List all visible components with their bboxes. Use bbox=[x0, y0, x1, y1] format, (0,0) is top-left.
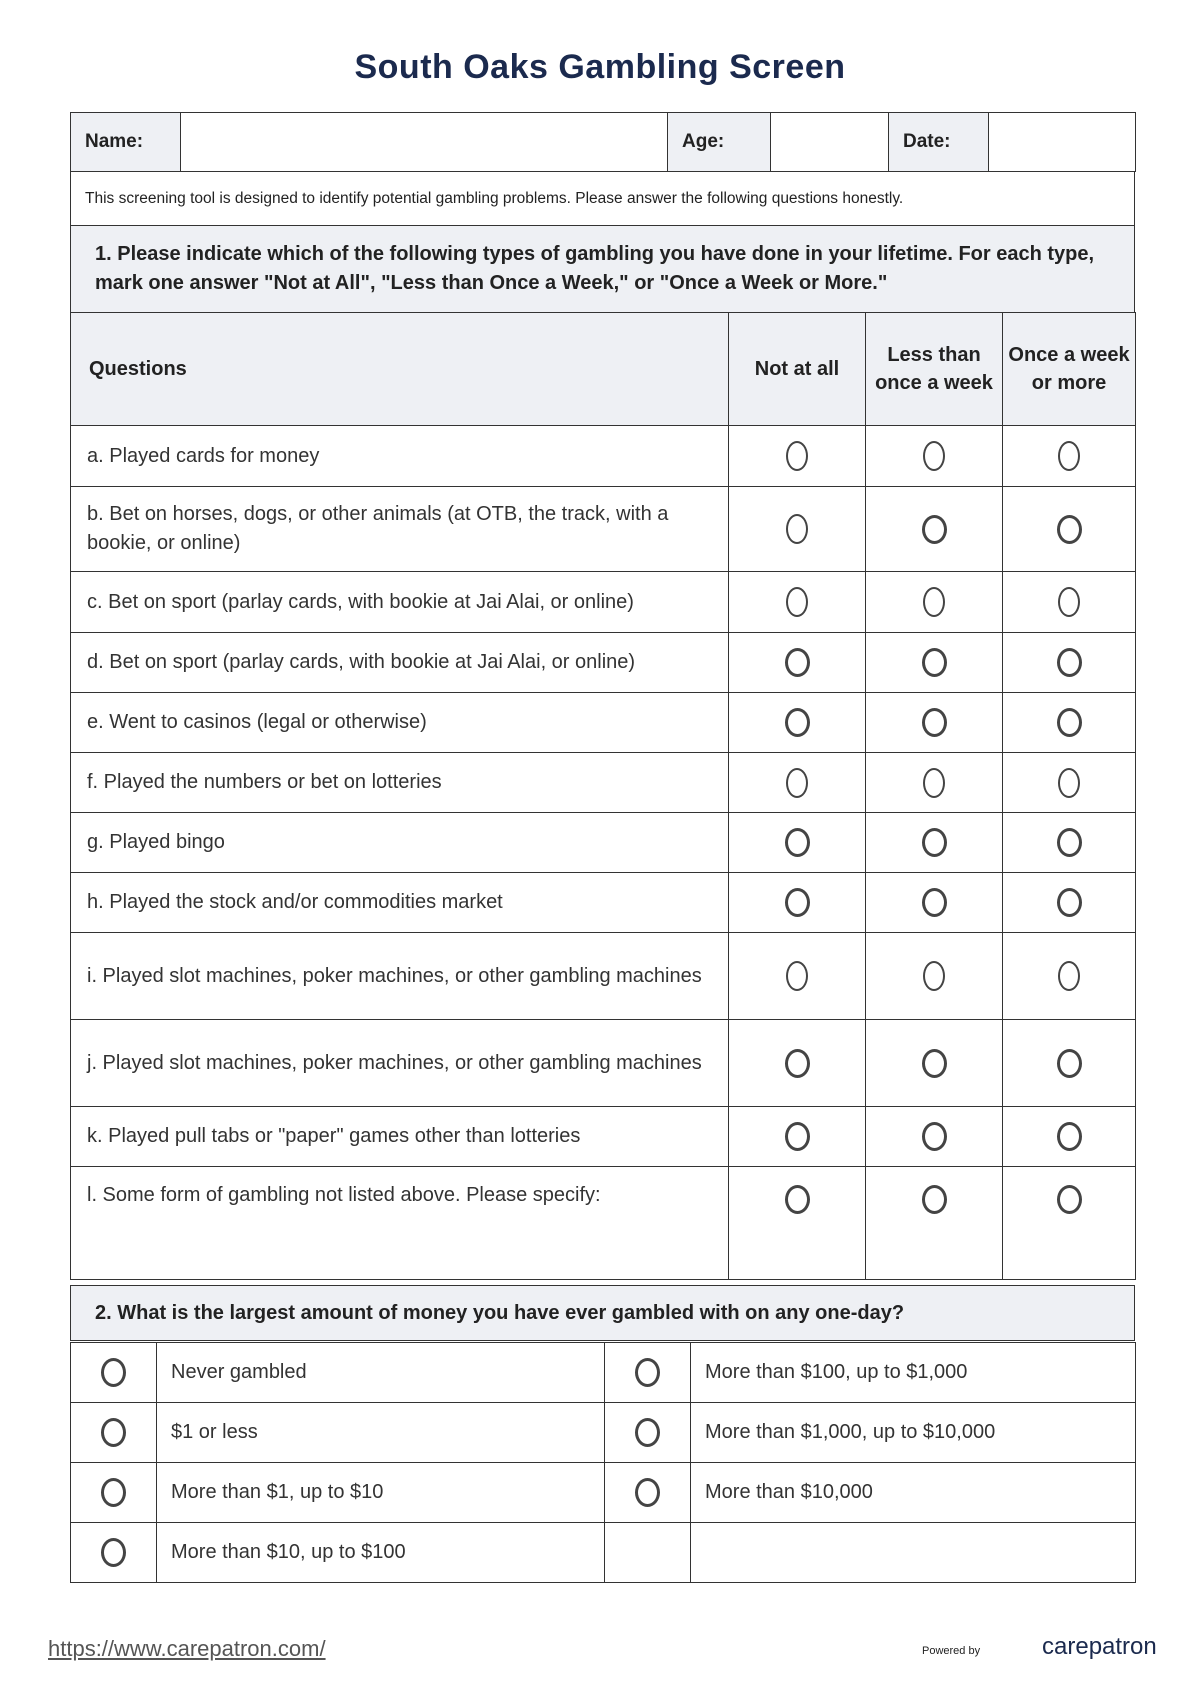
option-label: More than $1, up to $10 bbox=[157, 1463, 605, 1523]
radio-not-at-all[interactable] bbox=[786, 441, 808, 471]
radio-weekly-or-more[interactable] bbox=[1057, 515, 1082, 544]
radio-less-than-weekly[interactable] bbox=[922, 1049, 947, 1078]
radio-weekly-or-more[interactable] bbox=[1058, 961, 1080, 991]
radio-not-at-all[interactable] bbox=[785, 708, 810, 737]
table-row bbox=[71, 813, 1136, 873]
radio-less-than-weekly[interactable] bbox=[923, 768, 945, 798]
table-row bbox=[71, 572, 1136, 633]
table-row bbox=[71, 487, 1136, 572]
table-row bbox=[71, 1463, 1136, 1523]
table-row bbox=[71, 873, 1136, 933]
radio-weekly-or-more[interactable] bbox=[1057, 648, 1082, 677]
age-field[interactable] bbox=[771, 113, 889, 172]
radio-less-than-weekly[interactable] bbox=[922, 708, 947, 737]
gambling-types-table bbox=[70, 312, 1136, 1280]
empty-cell bbox=[605, 1523, 691, 1583]
intro-text: This screening tool is designed to identify potential gambling problems. Please answer the following questions honestly. bbox=[71, 172, 1135, 226]
table-row bbox=[71, 1107, 1136, 1167]
option-label: More than $100, up to $1,000 bbox=[691, 1343, 1136, 1403]
radio-not-at-all[interactable] bbox=[786, 587, 808, 617]
question-text: c. Bet on sport (parlay cards, with bookie at Jai Alai, or online) bbox=[71, 572, 729, 633]
radio-not-at-all[interactable] bbox=[785, 1049, 810, 1078]
radio-less-than-weekly[interactable] bbox=[922, 648, 947, 677]
radio-less-than-weekly[interactable] bbox=[922, 515, 947, 544]
table-row bbox=[71, 1167, 1136, 1280]
radio-1-or-less[interactable] bbox=[101, 1418, 126, 1447]
name-label: Name: bbox=[71, 113, 181, 172]
questions-header: Questions bbox=[71, 313, 729, 426]
name-field[interactable] bbox=[181, 113, 668, 172]
question-text: a. Played cards for money bbox=[71, 426, 729, 487]
amount-options-table bbox=[70, 1342, 1136, 1583]
radio-10-to-100[interactable] bbox=[101, 1538, 126, 1567]
radio-1000-to-10000[interactable] bbox=[635, 1418, 660, 1447]
radio-not-at-all[interactable] bbox=[786, 514, 808, 544]
table-row bbox=[71, 426, 1136, 487]
question-text: f. Played the numbers or bet on lotteries bbox=[71, 753, 729, 813]
radio-100-to-1000[interactable] bbox=[635, 1358, 660, 1387]
table-row bbox=[71, 933, 1136, 1020]
question-text: k. Played pull tabs or "paper" games other than lotteries bbox=[71, 1107, 729, 1167]
radio-weekly-or-more[interactable] bbox=[1057, 828, 1082, 857]
option-label: More than $1,000, up to $10,000 bbox=[691, 1403, 1136, 1463]
question-text: e. Went to casinos (legal or otherwise) bbox=[71, 693, 729, 753]
radio-less-than-weekly[interactable] bbox=[922, 828, 947, 857]
radio-more-than-10000[interactable] bbox=[635, 1478, 660, 1507]
radio-weekly-or-more[interactable] bbox=[1057, 1049, 1082, 1078]
question-text: h. Played the stock and/or commodities market bbox=[71, 873, 729, 933]
radio-less-than-weekly[interactable] bbox=[923, 441, 945, 471]
table-row bbox=[71, 1523, 1136, 1583]
radio-weekly-or-more[interactable] bbox=[1058, 441, 1080, 471]
table-row bbox=[71, 1020, 1136, 1107]
question-text: d. Bet on sport (parlay cards, with bookie at Jai Alai, or online) bbox=[71, 633, 729, 693]
radio-never-gambled[interactable] bbox=[101, 1358, 126, 1387]
brand-logo: carepatron bbox=[1042, 1633, 1157, 1660]
q1-prompt-table bbox=[70, 225, 1135, 313]
radio-less-than-weekly[interactable] bbox=[922, 1122, 947, 1151]
radio-less-than-weekly[interactable] bbox=[923, 961, 945, 991]
q1-prompt: 1. Please indicate which of the following types of gambling you have done in your lifetime. For each type, mark one answer "Not at All", "Less than Once a Week," or "Once a Week or More." bbox=[71, 226, 1135, 313]
table-row bbox=[71, 693, 1136, 753]
radio-weekly-or-more[interactable] bbox=[1057, 1122, 1082, 1151]
question-text: j. Played slot machines, poker machines, or other gambling machines bbox=[71, 1020, 729, 1107]
date-field[interactable] bbox=[989, 113, 1136, 172]
radio-weekly-or-more[interactable] bbox=[1057, 888, 1082, 917]
question-text: l. Some form of gambling not listed above. Please specify: bbox=[71, 1167, 729, 1280]
info-table bbox=[70, 112, 1136, 172]
q2-prompt: 2. What is the largest amount of money you have ever gambled with on any one-day? bbox=[71, 1286, 1135, 1341]
table-row bbox=[71, 633, 1136, 693]
option-label: $1 or less bbox=[157, 1403, 605, 1463]
age-label: Age: bbox=[668, 113, 771, 172]
radio-weekly-or-more[interactable] bbox=[1058, 587, 1080, 617]
option-label bbox=[691, 1523, 1136, 1583]
not-at-all-header: Not at all bbox=[729, 313, 866, 426]
radio-weekly-or-more[interactable] bbox=[1057, 708, 1082, 737]
less-than-weekly-header: Less than once a week bbox=[866, 313, 1003, 426]
date-label: Date: bbox=[889, 113, 989, 172]
radio-not-at-all[interactable] bbox=[786, 961, 808, 991]
radio-not-at-all[interactable] bbox=[785, 888, 810, 917]
table-row bbox=[71, 1343, 1136, 1403]
radio-weekly-or-more[interactable] bbox=[1058, 768, 1080, 798]
radio-not-at-all[interactable] bbox=[785, 1185, 810, 1214]
question-text: g. Played bingo bbox=[71, 813, 729, 873]
question-text: b. Bet on horses, dogs, or other animals (at OTB, the track, with a bookie, or online) bbox=[71, 487, 729, 572]
radio-less-than-weekly[interactable] bbox=[923, 587, 945, 617]
radio-not-at-all[interactable] bbox=[785, 648, 810, 677]
intro-table bbox=[70, 171, 1135, 226]
radio-not-at-all[interactable] bbox=[785, 828, 810, 857]
radio-weekly-or-more[interactable] bbox=[1057, 1185, 1082, 1214]
radio-1-to-10[interactable] bbox=[101, 1478, 126, 1507]
powered-by-text: Powered by bbox=[922, 1645, 981, 1657]
weekly-or-more-header: Once a week or more bbox=[1003, 313, 1136, 426]
radio-not-at-all[interactable] bbox=[785, 1122, 810, 1151]
website-link[interactable]: https://www.carepatron.com/ bbox=[48, 1636, 326, 1661]
radio-not-at-all[interactable] bbox=[786, 768, 808, 798]
table-row bbox=[71, 753, 1136, 813]
page-title: South Oaks Gambling Screen bbox=[354, 48, 846, 86]
radio-less-than-weekly[interactable] bbox=[922, 1185, 947, 1214]
option-label: Never gambled bbox=[157, 1343, 605, 1403]
radio-less-than-weekly[interactable] bbox=[922, 888, 947, 917]
option-label: More than $10, up to $100 bbox=[157, 1523, 605, 1583]
option-label: More than $10,000 bbox=[691, 1463, 1136, 1523]
table-row bbox=[71, 1403, 1136, 1463]
q2-prompt-table bbox=[70, 1285, 1135, 1341]
question-text: i. Played slot machines, poker machines, or other gambling machines bbox=[71, 933, 729, 1020]
